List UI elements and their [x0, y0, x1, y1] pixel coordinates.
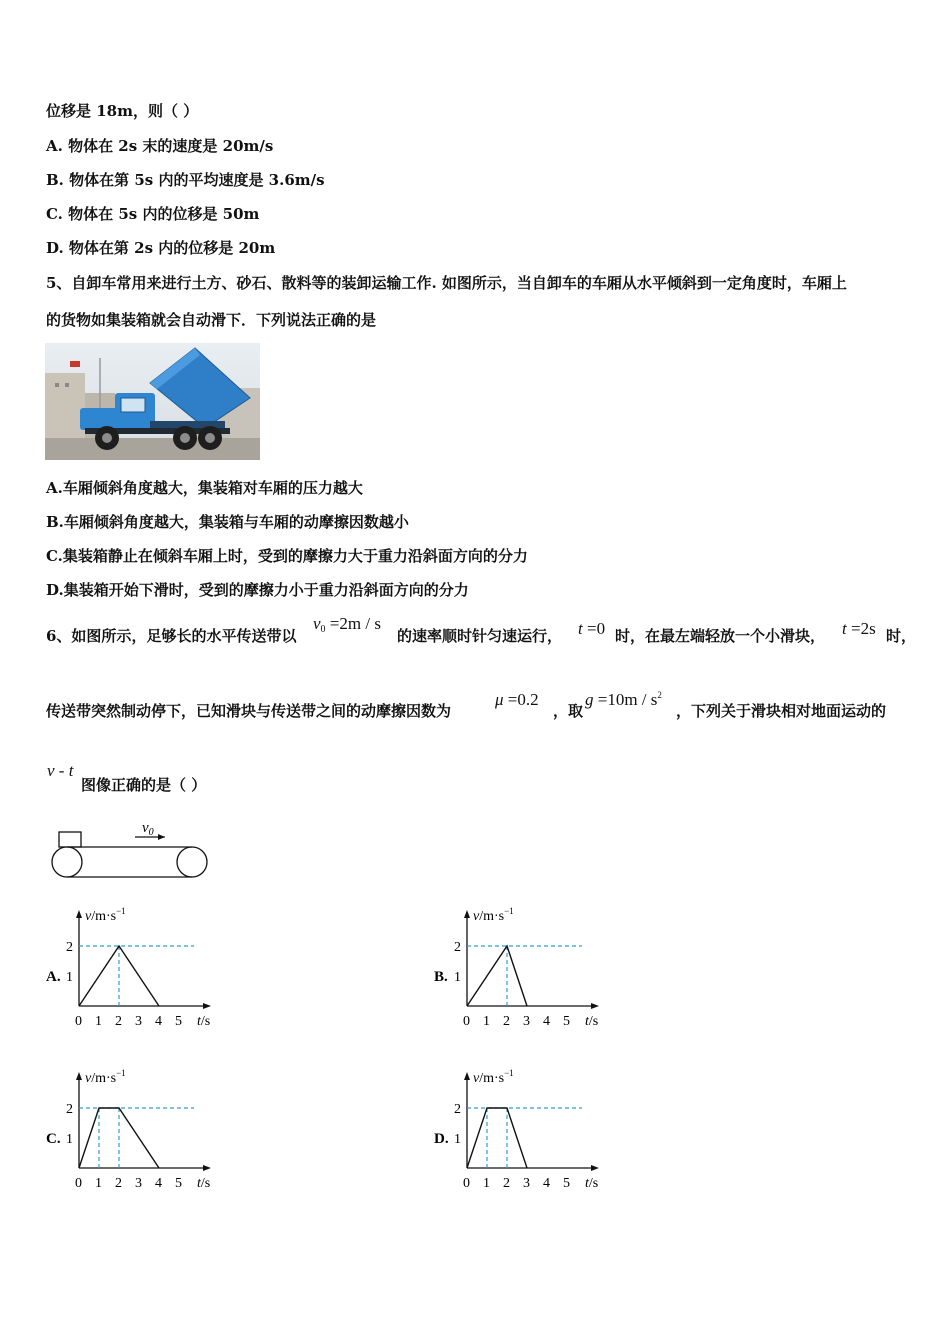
- q4-stem-tail: 位移是 18m，则（ ）: [46, 102, 199, 120]
- q6-vt-text: v - t: [47, 761, 74, 780]
- y-tick-label: 2: [454, 1102, 461, 1117]
- q4-option-c: C. 物体在 5s 内的位移是 50m: [46, 205, 260, 223]
- x-tick-label: 3: [135, 1014, 142, 1029]
- x-axis-label: t/s: [197, 1176, 211, 1191]
- y-axis-arrow: [76, 910, 82, 918]
- q6-text-seg6: ，取: [553, 702, 584, 720]
- q4-option-d: D. 物体在第 2s 内的位移是 20m: [46, 239, 276, 257]
- x-tick-label: 4: [155, 1014, 162, 1029]
- q4-option-b: B. 物体在第 5s 内的平均速度是 3.6m/s: [46, 171, 325, 189]
- left-pulley: [52, 847, 82, 877]
- q6-t2-value: =2s: [850, 619, 876, 638]
- x-axis-label: t/s: [197, 1014, 211, 1029]
- q6-v0-formula: $v_0 =2m / s$: [313, 614, 381, 635]
- q6-g-value: =10m / s: [597, 690, 658, 709]
- q6-g-exponent: 2: [657, 690, 662, 700]
- q6-text-seg7: ，下列关于滑块相对地面运动的: [676, 702, 887, 720]
- dump-truck-photo: [45, 343, 260, 460]
- x-tick-label: 5: [175, 1014, 182, 1029]
- graph-option-label: A.: [46, 969, 61, 985]
- slider-block: [59, 832, 81, 847]
- y-axis-arrow: [76, 1072, 82, 1080]
- x-axis-arrow: [203, 1165, 211, 1171]
- y-tick-label: 1: [66, 970, 73, 985]
- y-tick-label: 2: [66, 940, 73, 955]
- graph-option-d: [432, 1062, 612, 1192]
- y-axis-arrow: [464, 1072, 470, 1080]
- x-tick-label: 2: [503, 1176, 510, 1191]
- x-tick-label: 5: [563, 1014, 570, 1029]
- velocity-arrowhead: [158, 834, 165, 840]
- q6-text-seg5: 传送带突然制动停下，已知滑块与传送带之间的动摩擦因数为: [46, 702, 452, 720]
- q6-g-formula: $g =10m / s^2$: [585, 690, 662, 709]
- x-axis-label: t/s: [585, 1176, 599, 1191]
- graph-option-label: B.: [434, 969, 448, 985]
- right-pulley: [177, 847, 207, 877]
- x-tick-label: 3: [523, 1014, 530, 1029]
- graph-option-label: C.: [46, 1131, 61, 1147]
- y-tick-label: 2: [66, 1102, 73, 1117]
- q6-t0-value: =0: [586, 619, 606, 638]
- x-tick-label: 0: [75, 1014, 82, 1029]
- q6-mu-value: =0.2: [507, 690, 539, 709]
- graph-option-c: [44, 1062, 224, 1192]
- q6-text-seg1: 6、如图所示，足够长的水平传送带以: [46, 627, 297, 645]
- q5-option-c: C.集装箱静止在倾斜车厢上时，受到的摩擦力大于重力沿斜面方向的分力: [46, 547, 528, 565]
- y-tick-label: 1: [454, 1132, 461, 1147]
- x-tick-label: 3: [135, 1176, 142, 1191]
- y-axis-label: $v/m\cdot s^{-1}$: [473, 1068, 514, 1086]
- conveyor-belt-figure: [45, 815, 215, 885]
- q4-option-a: A. 物体在 2s 末的速度是 20m/s: [46, 137, 274, 155]
- x-tick-label: 1: [95, 1176, 102, 1191]
- dump-truck-illustration: [45, 343, 260, 460]
- q6-text-seg8: 图像正确的是（ ）: [81, 776, 207, 794]
- y-tick-label: 1: [66, 1132, 73, 1147]
- x-axis-arrow: [591, 1165, 599, 1171]
- x-axis-arrow: [591, 1003, 599, 1009]
- graph-option-label: D.: [434, 1131, 449, 1147]
- q5-option-a: A.车厢倾斜角度越大，集装箱对车厢的压力越大: [46, 479, 363, 497]
- y-axis-label: $v/m\cdot s^{-1}$: [473, 906, 514, 924]
- q6-text-seg4: 时，: [886, 627, 917, 645]
- x-tick-label: 0: [463, 1014, 470, 1029]
- x-tick-label: 1: [483, 1014, 490, 1029]
- y-tick-label: 1: [454, 970, 461, 985]
- y-axis-arrow: [464, 910, 470, 918]
- q6-t2-formula: t =2s: [842, 619, 876, 638]
- x-tick-label: 1: [483, 1176, 490, 1191]
- x-tick-label: 5: [175, 1176, 182, 1191]
- x-tick-label: 3: [523, 1176, 530, 1191]
- q6-t0-formula: t =0: [578, 619, 606, 638]
- x-tick-label: 4: [543, 1176, 550, 1191]
- x-tick-label: 1: [95, 1014, 102, 1029]
- y-axis-label: $v/m\cdot s^{-1}$: [85, 1068, 126, 1086]
- graph-option-a: [44, 900, 224, 1030]
- x-tick-label: 0: [75, 1176, 82, 1191]
- q6-text-seg3: 时，在最左端轻放一个小滑块，: [615, 627, 826, 645]
- x-axis-label: t/s: [585, 1014, 599, 1029]
- graph-option-b: [432, 900, 612, 1030]
- q5-option-b: B.车厢倾斜角度越大，集装箱与车厢的动摩擦因数越小: [46, 513, 409, 531]
- x-tick-label: 4: [543, 1014, 550, 1029]
- x-tick-label: 2: [115, 1176, 122, 1191]
- belt-velocity-label: $v_0$: [142, 820, 154, 838]
- q5-stem-line2: 的货物如集装箱就会自动滑下．下列说法正确的是: [46, 311, 377, 329]
- x-tick-label: 2: [503, 1014, 510, 1029]
- x-axis-arrow: [203, 1003, 211, 1009]
- velocity-curve: [467, 1108, 527, 1168]
- q5-option-d: D.集装箱开始下滑时，受到的摩擦力小于重力沿斜面方向的分力: [46, 581, 469, 599]
- q6-mu-formula: μ =0.2: [495, 690, 539, 709]
- q5-stem-line1: 5、自卸车常用来进行土方、砂石、散料等的装卸运输工作. 如图所示，当自卸车的车厢从水平倾斜到一定角度时，车厢上: [46, 274, 847, 292]
- y-tick-label: 2: [454, 940, 461, 955]
- y-axis-label: $v/m\cdot s^{-1}$: [85, 906, 126, 924]
- x-tick-label: 5: [563, 1176, 570, 1191]
- q6-text-seg2: 的速率顺时针匀速运行，: [397, 627, 563, 645]
- x-tick-label: 2: [115, 1014, 122, 1029]
- q6-v0-value: =2m / s: [329, 614, 381, 633]
- velocity-curve: [467, 946, 527, 1006]
- q6-vt-symbol: [47, 761, 73, 781]
- x-tick-label: 4: [155, 1176, 162, 1191]
- x-tick-label: 0: [463, 1176, 470, 1191]
